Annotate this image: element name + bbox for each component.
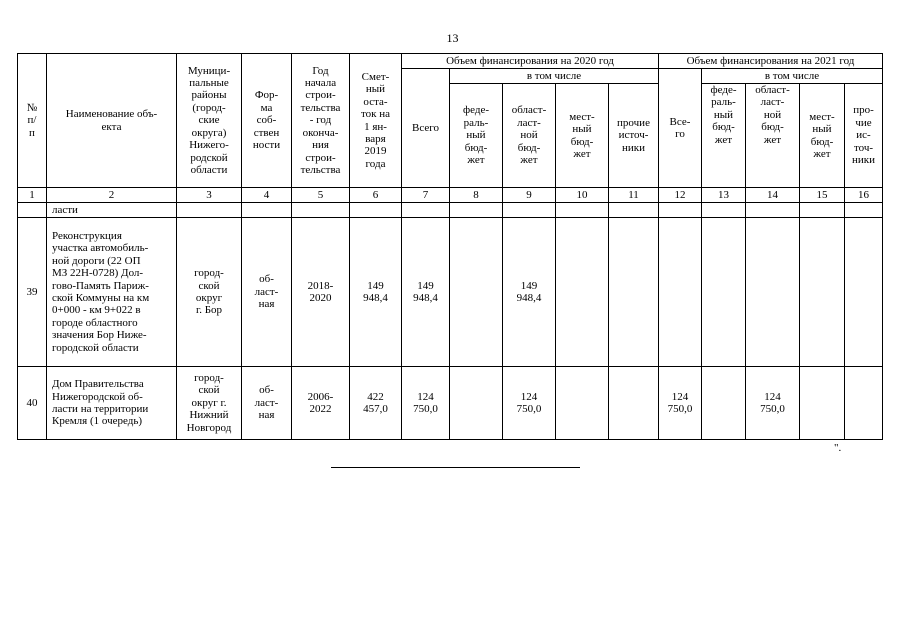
header-estimate: Смет- ный оста- ток на 1 ян- варя 2019 года	[350, 54, 402, 188]
column-number: 16	[845, 188, 883, 203]
other-2020	[609, 218, 659, 367]
object-name: Дом Правительства Нижегородской об- ласти на территории Кремля (1 очередь)	[47, 367, 177, 440]
federal-2020	[450, 367, 503, 440]
column-number: 3	[177, 188, 242, 203]
other-2021	[845, 367, 883, 440]
header-ownership: Фор- ма соб- ствен ности	[242, 54, 292, 188]
column-number: 2	[47, 188, 177, 203]
federal-2021	[702, 367, 746, 440]
column-number: 14	[746, 188, 800, 203]
total-2021	[659, 218, 702, 367]
column-number: 10	[556, 188, 609, 203]
object-name: Реконструкция участка автомобиль- ной дороги (22 ОП МЗ 22Н-0728) Дол- гово-Память Париж- ской Коммуны на км 0+000 - км 9+022 в городе областного значения Бор Ниже- городской области	[47, 218, 177, 367]
header-regional-2021: област- ласт- ной бюд- жет	[746, 84, 800, 188]
regional-2020: 124 750,0	[503, 367, 556, 440]
header-regional-2020: област- ласт- ной бюд- жет	[503, 84, 556, 188]
column-number: 5	[292, 188, 350, 203]
row-num: 39	[18, 218, 47, 367]
header-including-2021: в том числе	[702, 69, 883, 84]
district: город- ской округ г. Бор	[177, 218, 242, 367]
other-2021	[845, 218, 883, 367]
continuation-row	[18, 203, 883, 218]
financing-table	[17, 53, 883, 440]
header-financing-2021: Объем финансирования на 2021 год	[659, 54, 883, 69]
continuation-text: ласти	[47, 203, 177, 218]
column-number: 6	[350, 188, 402, 203]
header-name: Наименование объ- екта	[47, 54, 177, 188]
header-federal-2021: феде- раль- ный бюд- жет	[702, 84, 746, 188]
ownership: об- ласт- ная	[242, 367, 292, 440]
column-number: 8	[450, 188, 503, 203]
column-number: 9	[503, 188, 556, 203]
column-number: 12	[659, 188, 702, 203]
closing-quote: ".	[834, 442, 842, 454]
header-num: № п/ п	[18, 54, 47, 188]
regional-2021: 124 750,0	[746, 367, 800, 440]
construction-years: 2006- 2022	[292, 367, 350, 440]
regional-2020: 149 948,4	[503, 218, 556, 367]
local-2021	[800, 367, 845, 440]
column-number: 7	[402, 188, 450, 203]
header-including-2020: в том числе	[450, 69, 659, 84]
header-total-2020: Всего	[402, 69, 450, 188]
other-2020	[609, 367, 659, 440]
column-number: 11	[609, 188, 659, 203]
table-row	[18, 218, 883, 367]
estimate-balance: 149 948,4	[350, 218, 402, 367]
row-num: 40	[18, 367, 47, 440]
total-2020: 149 948,4	[402, 218, 450, 367]
local-2020	[556, 367, 609, 440]
total-2020: 124 750,0	[402, 367, 450, 440]
column-number: 4	[242, 188, 292, 203]
ownership: об- ласт- ная	[242, 218, 292, 367]
page-number: 13	[446, 31, 459, 45]
column-number: 13	[702, 188, 746, 203]
table-row	[18, 367, 883, 440]
header-other-2021: про- чие ис- точ- ники	[845, 84, 883, 188]
header-district: Муници- пальные районы (город- ские округа) Нижего- родской области	[177, 54, 242, 188]
local-2020	[556, 218, 609, 367]
column-number: 1	[18, 188, 47, 203]
header-local-2021: мест- ный бюд- жет	[800, 84, 845, 188]
header-row-1	[18, 54, 883, 69]
header-financing-2020: Объем финансирования на 2020 год	[402, 54, 659, 69]
header-years: Год начала строи- тельства - год оконча- ния строи- тельства	[292, 54, 350, 188]
district: город- ской округ г. Нижний Новгород	[177, 367, 242, 440]
header-other-2020: прочие источ- ники	[609, 84, 659, 188]
header-local-2020: мест- ный бюд- жет	[556, 84, 609, 188]
end-rule	[331, 467, 580, 468]
column-numbers-row	[18, 188, 883, 203]
total-2021: 124 750,0	[659, 367, 702, 440]
regional-2021	[746, 218, 800, 367]
header-federal-2020: феде- раль- ный бюд- жет	[450, 84, 503, 188]
estimate-balance: 422 457,0	[350, 367, 402, 440]
column-number: 15	[800, 188, 845, 203]
federal-2020	[450, 218, 503, 367]
construction-years: 2018- 2020	[292, 218, 350, 367]
local-2021	[800, 218, 845, 367]
header-total-2021: Все- го	[659, 69, 702, 188]
federal-2021	[702, 218, 746, 367]
